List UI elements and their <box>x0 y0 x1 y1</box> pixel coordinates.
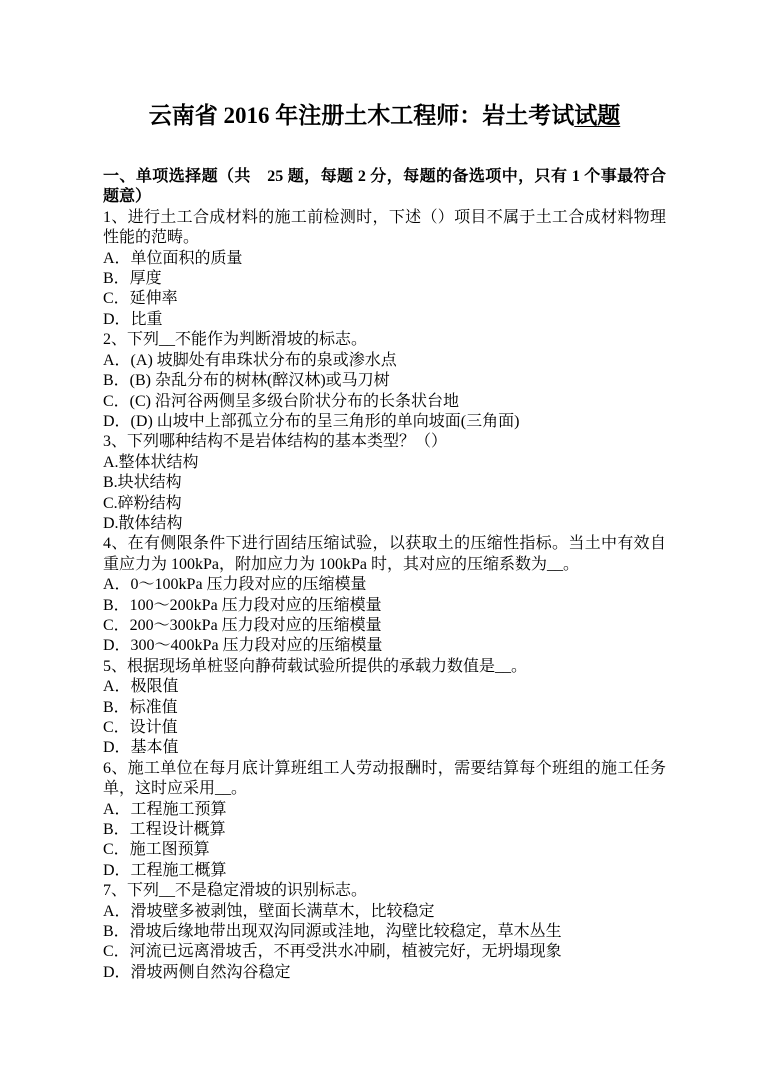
question-4 <box>103 534 666 656</box>
question-2-option-c: C．(C) 沿河谷两侧呈多级台阶状分布的长条状台地 <box>103 392 460 410</box>
question-2 <box>103 330 666 432</box>
question-6-option-b: B．工程设计概算 <box>103 821 226 839</box>
question-5-option-a: A．极限值 <box>103 678 179 696</box>
question-4-option-a: A．0～100kPa 压力段对应的压缩模量 <box>103 576 367 594</box>
question-3-option-a: A.整体状结构 <box>103 453 199 471</box>
question-5-option-b: B．标准值 <box>103 698 178 716</box>
question-2-option-a: A．(A) 坡脚处有串珠状分布的泉或渗水点 <box>103 351 397 369</box>
question-3-stem: 3、下列哪种结构不是岩体结构的基本类型？（） <box>103 433 448 451</box>
question-6-option-d: D．工程施工概算 <box>103 861 227 879</box>
question-3 <box>103 432 666 534</box>
page-title <box>103 100 666 131</box>
question-6-option-c: C．施工图预算 <box>103 841 210 859</box>
question-4-option-b: B．100～200kPa 压力段对应的压缩模量 <box>103 596 382 614</box>
question-4-stem: 4、在有侧限条件下进行固结压缩试验，以获取土的压缩性指标。当土中有效自重应力为 100kPa，附加应力为 100kPa 时，其对应的压缩系数为__。 <box>103 535 666 573</box>
question-2-stem: 2、下列__不能作为判断滑坡的标志。 <box>103 331 368 349</box>
question-6 <box>103 759 666 881</box>
question-2-option-d: D．(D) 山坡中上部孤立分布的呈三角形的单向坡面(三角面) <box>103 412 520 430</box>
question-1-option-b: B．厚度 <box>103 270 162 288</box>
question-1-option-a: A．单位面积的质量 <box>103 249 243 267</box>
question-3-option-b: B.块状结构 <box>103 474 182 492</box>
question-7 <box>103 881 666 983</box>
question-6-stem: 6、施工单位在每月底计算班组工人劳动报酬时，需要结算每个班组的施工任务单，这时应采用__。 <box>103 759 666 798</box>
question-7-option-d: D．滑坡两侧自然沟谷稳定 <box>103 963 291 981</box>
question-3-option-c: C.碎粉结构 <box>103 494 182 512</box>
question-5 <box>103 657 666 759</box>
question-1 <box>103 208 666 330</box>
question-4-option-c: C．200～300kPa 压力段对应的压缩模量 <box>103 616 382 634</box>
question-7-option-c: C．河流已远离滑坡舌，不再受洪水冲刷，植被完好，无坍塌现象 <box>103 943 562 961</box>
question-5-option-d: D．基本值 <box>103 739 179 757</box>
question-1-stem: 1、进行土工合成材料的施工前检测时，下述（）项目不属于土工合成材料物理性能的范畴。 <box>103 208 666 247</box>
question-5-stem: 5、根据现场单桩竖向静荷载试验所提供的承载力数值是__。 <box>103 657 528 675</box>
question-4-option-d: D．300～400kPa 压力段对应的压缩模量 <box>103 637 383 655</box>
question-7-stem: 7、下列__不是稳定滑坡的识别标志。 <box>103 882 368 900</box>
page-title-underlined-text: 试题 <box>574 103 621 128</box>
question-1-option-d: D．比重 <box>103 310 163 328</box>
question-5-option-c: C．设计值 <box>103 719 178 737</box>
section-heading: 一、单项选择题（共 25 题，每题 2 分，每题的备选项中，只有 1 个事最符合题意） <box>103 168 666 206</box>
question-7-option-a: A．滑坡壁多被剥蚀，壁面长满草木，比较稳定 <box>103 902 435 920</box>
questions <box>103 208 666 983</box>
question-6-option-a: A．工程施工预算 <box>103 800 227 818</box>
question-1-option-c: C．延伸率 <box>103 290 178 308</box>
question-7-option-b: B．滑坡后缘地带出现双沟同源或洼地，沟壁比较稳定，草木丛生 <box>103 923 562 941</box>
question-3-option-d: D.散体结构 <box>103 514 183 532</box>
page-title-text: 云南省 2016 年注册土木工程师：岩土考试 <box>148 103 575 128</box>
question-2-option-b: B．(B) 杂乱分布的树林(醉汉林)或马刀树 <box>103 372 390 390</box>
